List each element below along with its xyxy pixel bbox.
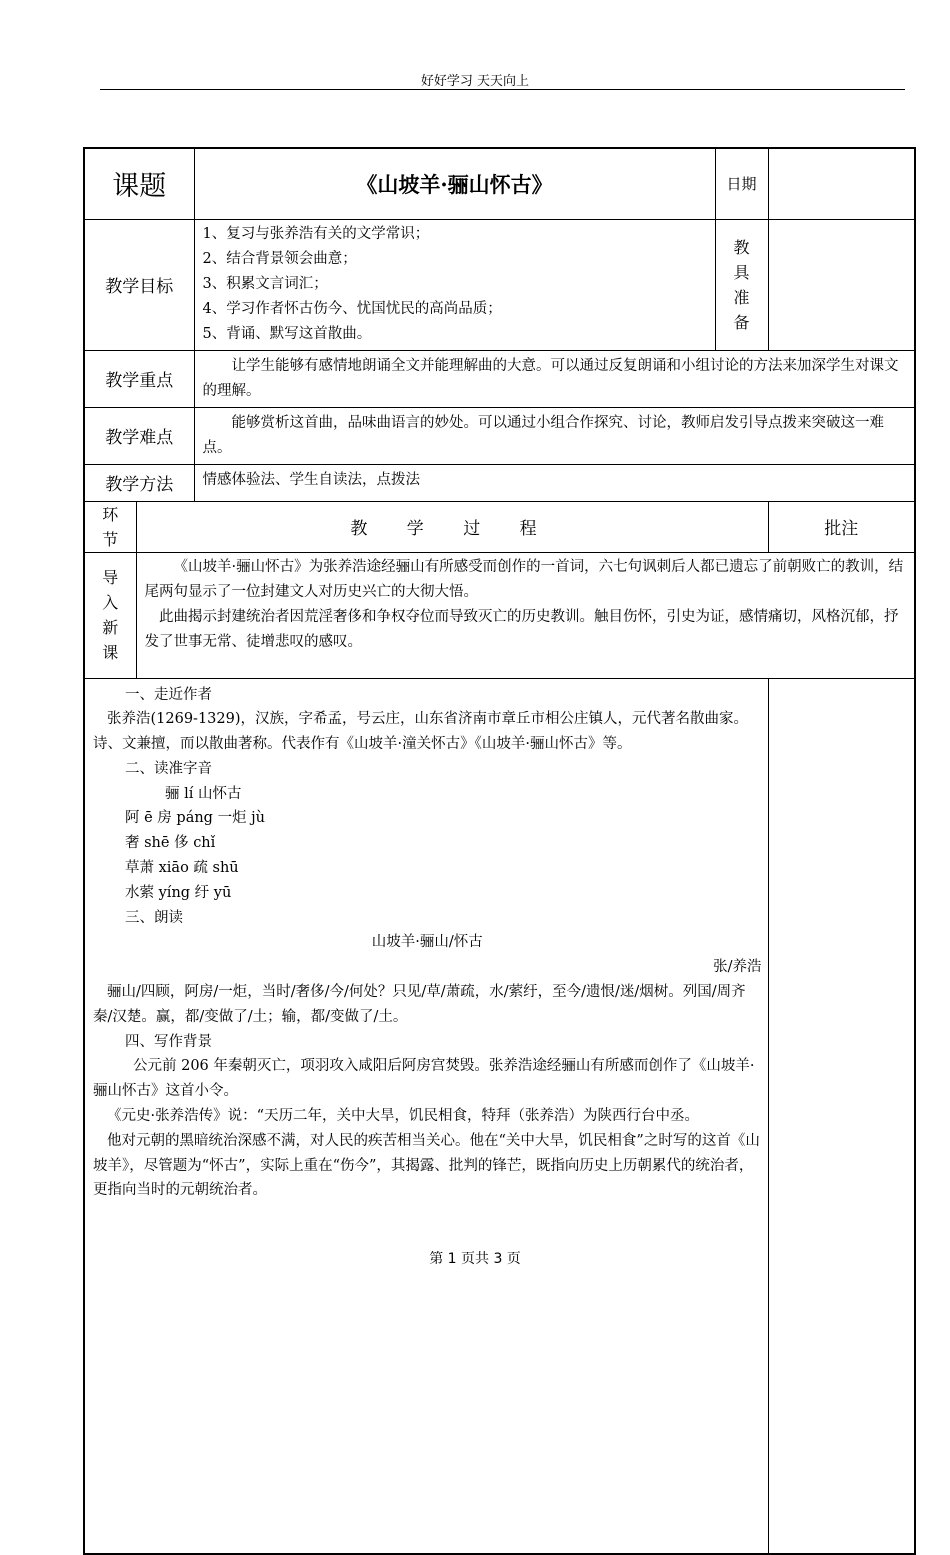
- pinyin-item: 阿 ē 房 páng 一炬 jù: [125, 810, 266, 827]
- focus-label: 教学重点: [84, 350, 194, 407]
- goals-list: [194, 219, 715, 350]
- background-paragraph: 《元史·张养浩传》说：“天历二年，关中大旱，饥民相食，特拜（张养浩）为陕西行台中丞。: [107, 1108, 700, 1125]
- tools-value: [768, 219, 915, 350]
- section-title: 四、写作背景: [125, 1033, 212, 1050]
- date-label: 日期: [715, 148, 768, 219]
- goal-item: 4、学习作者怀古伤今、忧国忧民的高尚品质；: [202, 300, 502, 317]
- author-intro: 张养浩(1269-1329)，汉族，字希孟，号云庄，山东省济南市章丘市相公庄镇人，元代著名散曲家。诗、文兼擅，而以散曲著称。代表作有《山坡羊·潼关怀古》《山坡羊·骊山怀古》等。: [93, 711, 749, 753]
- goal-item: 3、积累文言词汇；: [202, 275, 328, 292]
- date-value: [768, 148, 915, 219]
- notes-header: 批注: [768, 501, 915, 552]
- header-divider: [100, 89, 905, 90]
- pinyin-item: 草萧 xiāo 疏 shū: [125, 860, 239, 877]
- process-body: [84, 678, 768, 1554]
- background-paragraph: 他对元朝的黑暗统治深感不满，对人民的疾苦相当关心。他在“关中大旱，饥民相食”之时写的这首《山坡羊》，尽管题为“怀古”，实际上重在“伤今”，其揭露、批判的锋芒，既指向历史上历朝累代的统治者，更指向当时的元朝统治者。: [93, 1132, 760, 1199]
- goal-item: 2、结合背景领会曲意；: [202, 250, 357, 267]
- section-title: 二、读准字音: [125, 760, 212, 777]
- notes-column: [768, 678, 915, 1554]
- method-label: 教学方法: [84, 464, 194, 501]
- page-header: 好好学习 天天向上: [420, 74, 530, 89]
- pinyin-item: 水萦 yíng 纡 yū: [125, 884, 232, 901]
- poem-author: 张/养浩: [713, 959, 762, 976]
- process-header: 教 学 过 程: [136, 501, 768, 552]
- lesson-title: 《山坡羊·骊山怀古》: [194, 148, 715, 219]
- intro-text: 《山坡羊·骊山怀古》为张养浩途经骊山有所感受而创作的一首词，六七句讽刺后人都已遗忘了前朝败亡的教训，结尾两句显示了一位封建文人对历史兴亡的大彻大悟。 此曲揭示封建统治者因荒淫奢侈和争权夺位而导致灭亡的历史教训。触目伤怀，引史为证，感情痛切，风格沉郁，抒发了世事无常、徒增悲叹的感叹。: [136, 552, 915, 678]
- title-label: 课题: [84, 148, 194, 219]
- goal-item: 1、复习与张养浩有关的文学常识；: [202, 225, 430, 242]
- difficulty-text: 能够赏析这首曲，品味曲语言的妙处。可以通过小组合作探究、讨论，教师启发引导点拨来突破这一难点。: [194, 407, 915, 464]
- difficulty-label: 教学难点: [84, 407, 194, 464]
- tools-label: 教 具 准 备: [715, 219, 768, 350]
- stage-label: 环 节: [84, 501, 136, 552]
- goals-label: 教学目标: [84, 219, 194, 350]
- background-paragraph: 公元前 206 年秦朝灭亡，项羽攻入咸阳后阿房宫焚毁。张养浩途经骊山有所感而创作了《山坡羊·骊山怀古》这首小令。: [93, 1058, 755, 1100]
- section-title: 三、朗读: [125, 909, 183, 926]
- method-text: 情感体验法、学生自读法，点拨法: [194, 464, 915, 501]
- section-title: 一、走近作者: [125, 686, 212, 703]
- intro-label: 导 入 新 课: [84, 552, 136, 678]
- pinyin-item: 奢 shē 侈 chǐ: [125, 835, 216, 852]
- pinyin-item: 骊 lí 山怀古: [165, 785, 242, 802]
- focus-text: 让学生能够有感情地朗诵全文并能理解曲的大意。可以通过反复朗诵和小组讨论的方法来加深学生对课文的理解。: [194, 350, 915, 407]
- poem-text: 骊山/四顾，阿房/一炬，当时/奢侈/今/何处？只见/草/萧疏，水/萦纡，至今/遗恨/迷/烟树。列国/周齐秦/汉楚。赢，都/变做了/土；输，都/变做了/土。: [93, 984, 746, 1025]
- poem-title: 山坡羊·骊山/怀古: [371, 934, 483, 951]
- goal-item: 5、背诵、默写这首散曲。: [202, 325, 372, 342]
- page-footer: 第 1 页共 3 页: [429, 1251, 521, 1267]
